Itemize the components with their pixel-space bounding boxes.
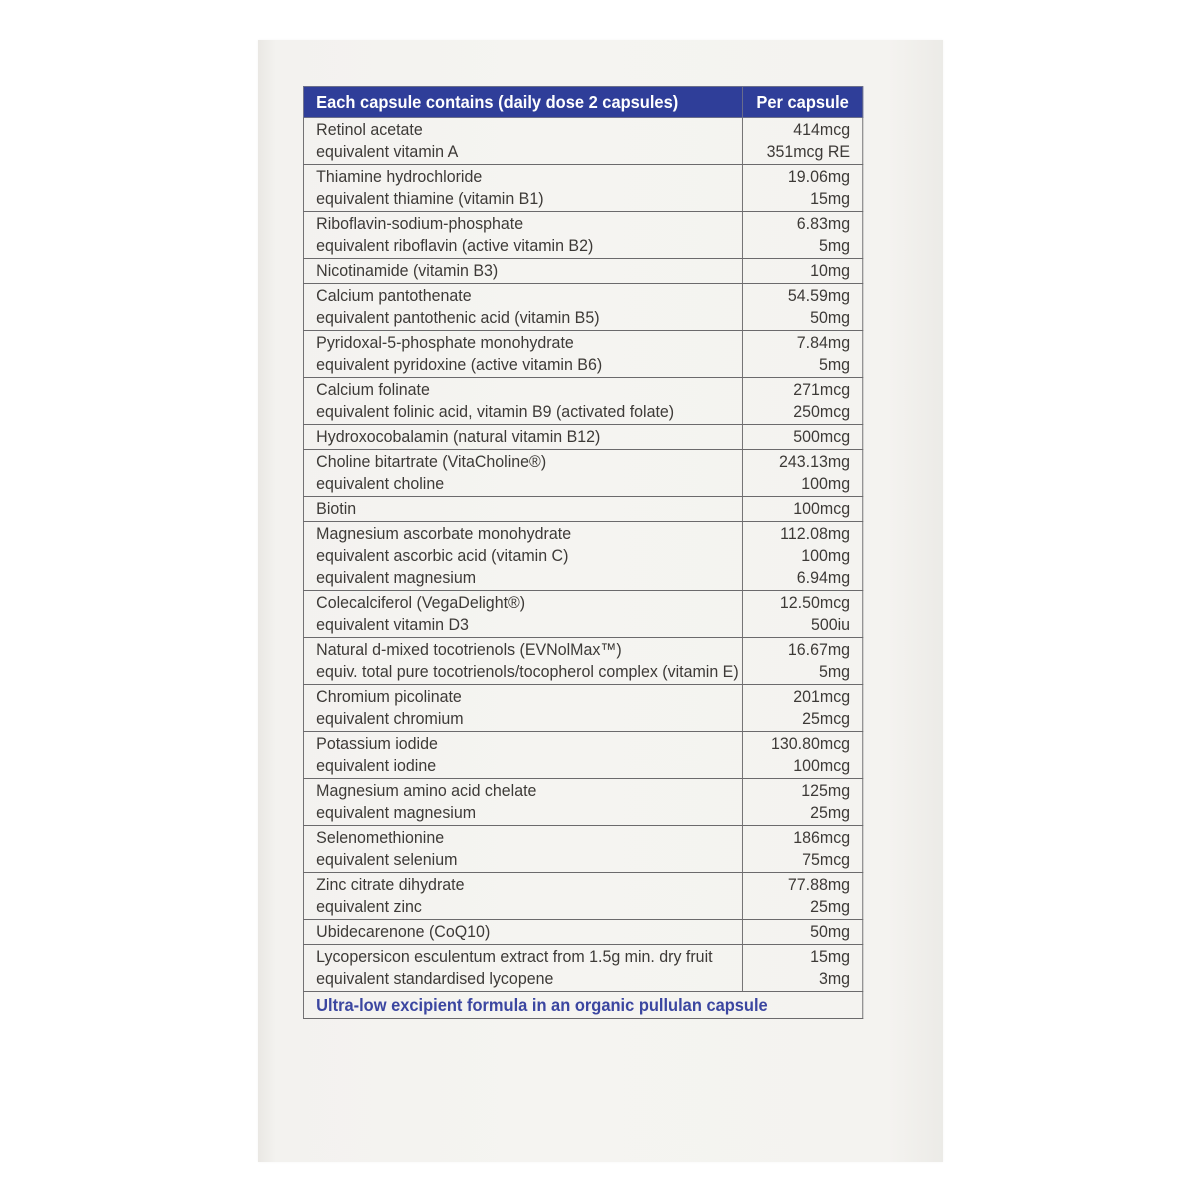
ingredient-cell: [303, 522, 742, 591]
ingredient-line: Calcium folinate: [316, 380, 430, 399]
ingredient-cell: [303, 284, 742, 331]
amount-line: 25mg: [810, 803, 851, 822]
table-row: [303, 425, 862, 450]
amount-line: 5mg: [818, 355, 851, 374]
amount-line: 7.84mg: [796, 333, 851, 352]
table-row: [303, 638, 862, 685]
amount-line: 12.50mcg: [779, 593, 851, 612]
amount-cell: [742, 425, 862, 450]
amount-line: 351mcg RE: [766, 142, 851, 161]
ingredient-cell: [303, 212, 742, 259]
ingredient-cell: [303, 259, 742, 284]
table-row: [303, 591, 862, 638]
amount-line: 500mcg: [793, 427, 851, 446]
amount-cell: [742, 212, 862, 259]
ingredient-line: equivalent riboflavin (active vitamin B2): [316, 236, 594, 255]
amount-line: 15mg: [810, 189, 851, 208]
table-row: [303, 920, 862, 945]
table-row: [303, 497, 862, 522]
ingredient-line: equivalent folinic acid, vitamin B9 (activated folate): [316, 402, 675, 421]
table-row: [303, 945, 862, 992]
ingredient-cell: [303, 826, 742, 873]
ingredient-cell: [303, 331, 742, 378]
amount-line: 6.83mg: [796, 214, 851, 233]
ingredient-line: Pyridoxal-5-phosphate monohydrate: [316, 333, 574, 352]
ingredient-line: equivalent vitamin A: [316, 142, 459, 161]
amount-cell: [742, 165, 862, 212]
ingredient-cell: [303, 450, 742, 497]
ingredient-line: equivalent chromium: [316, 709, 464, 728]
ingredient-line: equivalent ascorbic acid (vitamin C): [316, 546, 569, 565]
ingredient-column-header: Each capsule contains (daily dose 2 capsules): [303, 87, 742, 118]
ingredient-line: Natural d-mixed tocotrienols (EVNolMax™): [316, 640, 622, 659]
amount-line: 77.88mg: [787, 875, 851, 894]
ingredient-line: Magnesium ascorbate monohydrate: [316, 524, 572, 543]
amount-cell: [742, 522, 862, 591]
amount-cell: [742, 497, 862, 522]
ingredient-line: Nicotinamide (vitamin B3): [316, 261, 499, 280]
table-row: [303, 284, 862, 331]
amount-line: 243.13mg: [778, 452, 851, 471]
amount-line: 54.59mg: [787, 286, 851, 305]
amount-line: 3mg: [818, 969, 851, 988]
amount-cell: [742, 378, 862, 425]
amount-line: 15mg: [810, 947, 851, 966]
ingredient-line: equivalent zinc: [316, 897, 422, 916]
amount-cell: [742, 685, 862, 732]
amount-cell: [742, 779, 862, 826]
formula-note: Ultra-low excipient formula in an organic pullulan capsule: [303, 992, 862, 1019]
per-capsule-column-header: Per capsule: [742, 87, 862, 118]
ingredient-line: Calcium pantothenate: [316, 286, 472, 305]
amount-line: 16.67mg: [787, 640, 851, 659]
table-row: [303, 732, 862, 779]
supplement-facts-table: [303, 86, 863, 1019]
amount-line: 6.94mg: [796, 568, 851, 587]
ingredient-line: Chromium picolinate: [316, 687, 462, 706]
amount-cell: [742, 945, 862, 992]
ingredient-line: equivalent standardised lycopene: [316, 969, 554, 988]
amount-line: 112.08mg: [780, 524, 851, 543]
table-row: [303, 331, 862, 378]
ingredient-line: equivalent pyridoxine (active vitamin B6): [316, 355, 603, 374]
amount-line: 25mcg: [802, 709, 851, 728]
table-row: [303, 212, 862, 259]
ingredient-line: equivalent thiamine (vitamin B1): [316, 189, 544, 208]
amount-line: 201mcg: [793, 687, 851, 706]
ingredient-line: equivalent magnesium: [316, 803, 477, 822]
ingredient-line: Zinc citrate dihydrate: [316, 875, 465, 894]
table-row: [303, 165, 862, 212]
ingredient-cell: [303, 779, 742, 826]
ingredient-line: Selenomethionine: [316, 828, 445, 847]
table-row: [303, 118, 862, 165]
amount-cell: [742, 450, 862, 497]
ingredient-line: equiv. total pure tocotrienols/tocopherol complex (vitamin E): [316, 662, 739, 681]
ingredient-line: Colecalciferol (VegaDelight®): [316, 593, 526, 612]
table-row: [303, 873, 862, 920]
ingredient-line: Retinol acetate: [316, 120, 423, 139]
ingredient-line: equivalent selenium: [316, 850, 458, 869]
amount-cell: [742, 826, 862, 873]
table-row: [303, 259, 862, 284]
ingredient-cell: [303, 378, 742, 425]
ingredient-line: equivalent iodine: [316, 756, 437, 775]
ingredient-line: equivalent pantothenic acid (vitamin B5): [316, 308, 600, 327]
ingredient-cell: [303, 118, 742, 165]
ingredient-cell: [303, 497, 742, 522]
amount-line: 271mcg: [793, 380, 851, 399]
ingredient-line: Lycopersicon esculentum extract from 1.5g min. dry fruit: [316, 947, 713, 966]
ingredient-line: Choline bitartrate (VitaCholine®): [316, 452, 547, 471]
amount-line: 10mg: [810, 261, 851, 280]
table-body: [303, 118, 862, 992]
amount-line: 100mcg: [793, 756, 851, 775]
table-footer-row: [303, 992, 862, 1019]
ingredient-cell: [303, 425, 742, 450]
ingredient-line: Thiamine hydrochloride: [316, 167, 483, 186]
ingredient-cell: [303, 732, 742, 779]
amount-cell: [742, 873, 862, 920]
ingredient-line: Riboflavin-sodium-phosphate: [316, 214, 524, 233]
amount-cell: [742, 259, 862, 284]
amount-line: 500iu: [810, 615, 851, 634]
ingredient-line: Hydroxocobalamin (natural vitamin B12): [316, 427, 601, 446]
amount-cell: [742, 331, 862, 378]
amount-line: 5mg: [818, 236, 851, 255]
amount-line: 130.80mcg: [771, 734, 851, 753]
amount-line: 5mg: [818, 662, 851, 681]
amount-line: 100mg: [801, 474, 851, 493]
ingredient-cell: [303, 685, 742, 732]
amount-line: 50mg: [810, 922, 851, 941]
ingredient-line: equivalent magnesium: [316, 568, 477, 587]
amount-cell: [742, 591, 862, 638]
ingredient-line: Potassium iodide: [316, 734, 438, 753]
table-row: [303, 779, 862, 826]
amount-line: 186mcg: [793, 828, 851, 847]
ingredient-line: equivalent vitamin D3: [316, 615, 469, 634]
amount-cell: [742, 284, 862, 331]
amount-line: 75mcg: [802, 850, 851, 869]
table-row: [303, 685, 862, 732]
table-row: [303, 378, 862, 425]
amount-line: 125mg: [801, 781, 851, 800]
ingredient-cell: [303, 165, 742, 212]
table-row: [303, 522, 862, 591]
amount-line: 414mcg: [793, 120, 851, 139]
amount-line: 100mg: [801, 546, 851, 565]
amount-cell: [742, 118, 862, 165]
ingredient-cell: [303, 873, 742, 920]
amount-line: 250mcg: [793, 402, 851, 421]
ingredient-line: equivalent choline: [316, 474, 445, 493]
amount-line: 19.06mg: [787, 167, 851, 186]
amount-line: 100mcg: [793, 499, 851, 518]
ingredient-cell: [303, 638, 742, 685]
ingredient-line: Ubidecarenone (CoQ10): [316, 922, 491, 941]
ingredient-cell: [303, 920, 742, 945]
ingredient-cell: [303, 945, 742, 992]
amount-line: 25mg: [810, 897, 851, 916]
ingredient-cell: [303, 591, 742, 638]
ingredient-line: Magnesium amino acid chelate: [316, 781, 537, 800]
table-header-row: [303, 87, 862, 118]
amount-cell: [742, 638, 862, 685]
amount-line: 50mg: [810, 308, 851, 327]
amount-cell: [742, 732, 862, 779]
table-row: [303, 826, 862, 873]
ingredient-line: Biotin: [316, 499, 357, 518]
amount-cell: [742, 920, 862, 945]
table-row: [303, 450, 862, 497]
